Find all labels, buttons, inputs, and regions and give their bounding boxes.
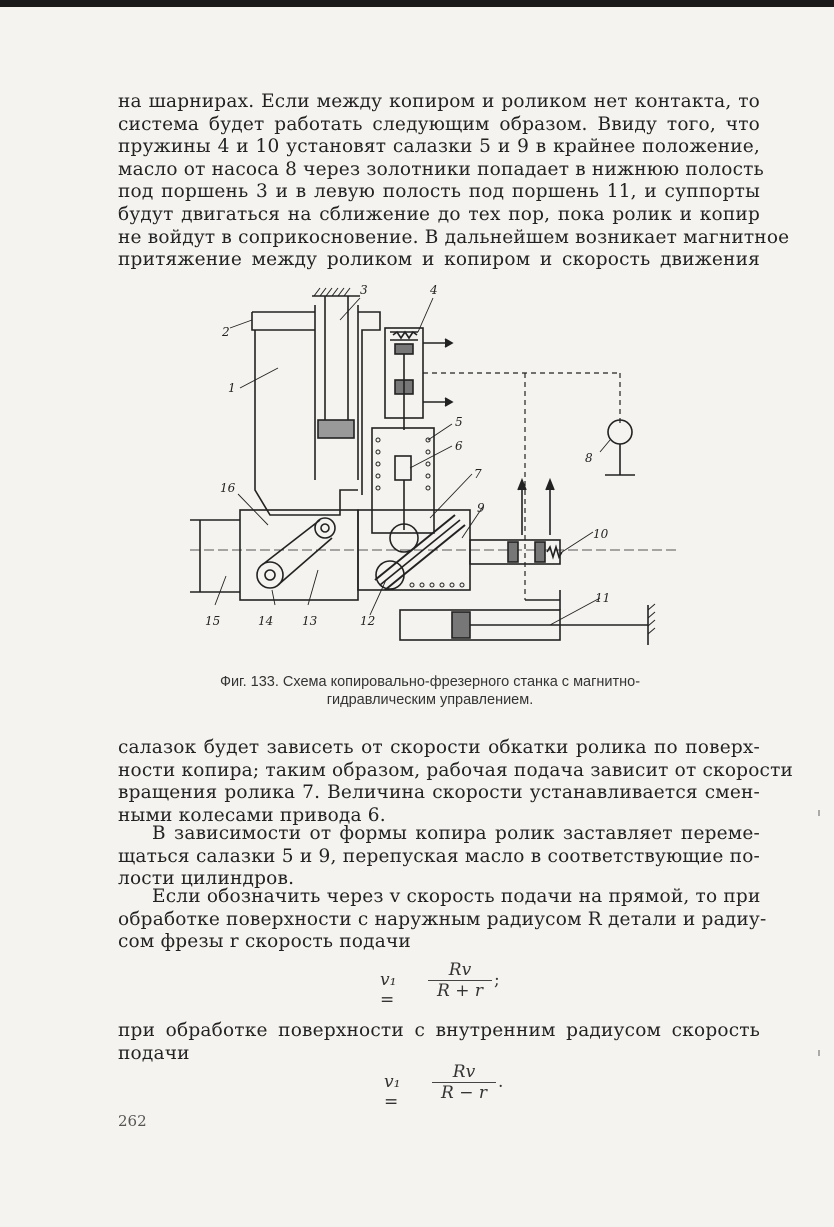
text-line: система будет работать следующим образом. Ввиду того, что [118, 113, 760, 135]
figure-caption [150, 673, 710, 709]
text-line: пружины 4 и 10 установят салазки 5 и 9 в крайнее положение, [118, 136, 760, 158]
text-line: под поршень 3 и в левую полость под поршень 11, и суппорты [118, 181, 760, 203]
text-line: на шарнирах. Если между копиром и роликом нет контакта, то [118, 91, 760, 112]
formula-denominator: R + r [437, 981, 483, 1001]
formula-lhs: v₁ = [384, 1072, 401, 1112]
text-line: ности копира; таким образом, рабочая подача зависит от скорости [118, 759, 794, 781]
text-line: будут двигаться на сближение до тех пор, пока ролик и копир [118, 203, 760, 225]
text-line: притяжение между роликом и копиром и скорость движения [118, 249, 760, 271]
figure-label: 10 [593, 527, 609, 541]
paragraph-2 [118, 823, 760, 891]
text-line: В зависимости от формы копира ролик заставляет переме- [152, 823, 760, 844]
figure-label: 4 [430, 283, 438, 297]
formula-punct: . [498, 1072, 504, 1092]
paragraph-middle [118, 737, 794, 827]
figure-label: 16 [220, 481, 236, 495]
page-number: 262 [118, 1112, 147, 1130]
figure-label: 12 [360, 614, 376, 628]
text-line: лости цилиндров. [118, 868, 295, 890]
paragraph-4 [118, 1020, 760, 1065]
text-line: сом фрезы r скорость подачи [118, 931, 411, 953]
text-line: вращения ролика 7. Величина скорости устанавливается смен- [118, 782, 760, 804]
formula-lhs: v₁ = [380, 970, 397, 1010]
text-line: обработке поверхности с наружным радиусом R детали и радиу- [118, 908, 767, 930]
figure-label: 8 [585, 451, 593, 465]
caption-line: гидравлическим управлением. [326, 692, 534, 708]
paragraph-3 [118, 886, 767, 954]
caption-line: Фиг. 133. Схема копировально-фрезерного станка с магнитно- [219, 674, 641, 690]
figure-label: 5 [455, 415, 463, 429]
formula-denominator: R − r [441, 1083, 487, 1103]
figure-label: 2 [222, 325, 230, 339]
figure-label: 1 [228, 381, 236, 395]
formula-fraction [428, 960, 492, 1001]
scan-speck [818, 810, 820, 816]
figure-label: 11 [595, 591, 611, 605]
machine-schematic-figure [190, 280, 680, 665]
figure-label: 14 [258, 614, 274, 628]
figure-label: 15 [205, 614, 221, 628]
formula-fraction [432, 1062, 496, 1103]
formula-punct: ; [494, 970, 500, 990]
text-line: салазок будет зависеть от скорости обкатки ролика по поверх- [118, 737, 760, 758]
formula-numerator: Rv [432, 1062, 496, 1083]
figure-label: 9 [477, 501, 485, 515]
figure-label: 6 [455, 439, 463, 453]
paragraph-top [118, 91, 790, 272]
figure-label: 3 [360, 283, 368, 297]
text-line: не войдут в соприкосновение. В дальнейшем возникает магнитное [118, 226, 790, 248]
text-line: ными колесами привода 6. [118, 804, 386, 826]
figure-label: 13 [302, 614, 318, 628]
text-line: при обработке поверхности с внутренним радиусом скорость [118, 1020, 760, 1041]
text-line: щаться салазки 5 и 9, перепуская масло в соответствующие по- [118, 845, 760, 867]
formula-numerator: Rv [428, 960, 492, 981]
top-scan-border [0, 0, 834, 7]
text-line: масло от насоса 8 через золотники попадает в нижнюю полость [118, 158, 764, 180]
text-line: Если обозначить через v скорость подачи на прямой, то при [152, 886, 761, 907]
scan-speck [818, 1050, 820, 1056]
text-line: подачи [118, 1042, 190, 1064]
figure-label: 7 [474, 467, 482, 481]
